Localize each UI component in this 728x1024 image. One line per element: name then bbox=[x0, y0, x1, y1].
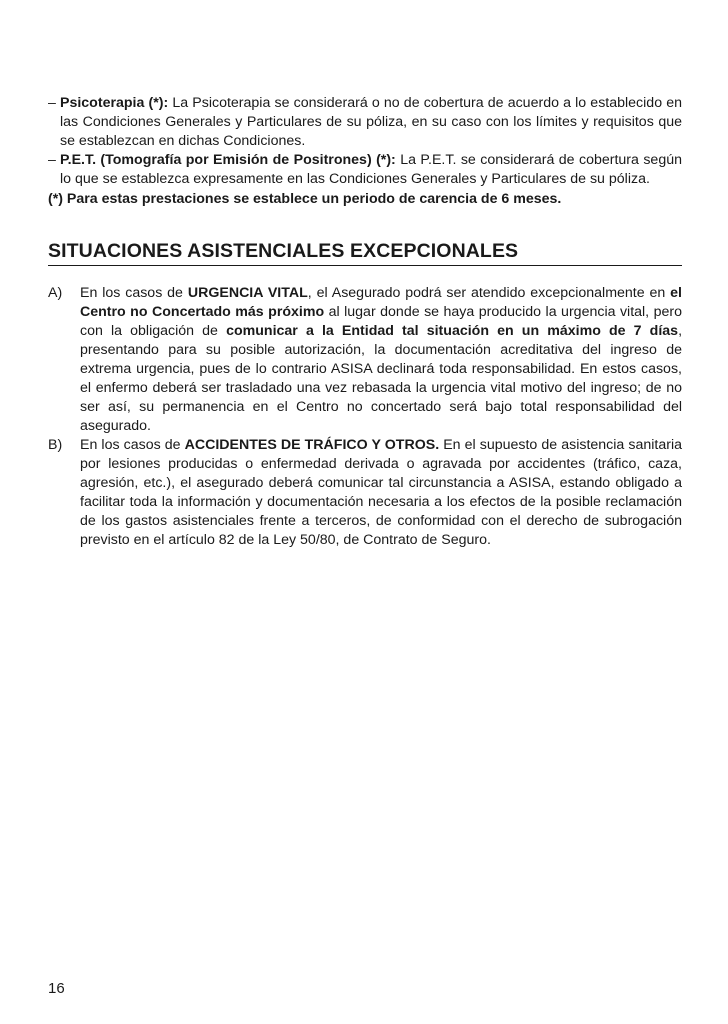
bullet-dash: – bbox=[48, 152, 56, 168]
page-number: 16 bbox=[48, 980, 65, 997]
bullet-label: P.E.T. (Tomografía por Emisión de Positrones) (*): bbox=[60, 152, 396, 168]
bullet-pet bbox=[48, 151, 682, 189]
document-page bbox=[48, 94, 682, 550]
item-bold: comunicar a la Entidad tal situación en un máximo de 7 días bbox=[226, 323, 679, 339]
item-urgencia-vital bbox=[48, 284, 682, 436]
item-text: , presentando para su posible autorización, la documentación acreditativa del ingreso de extrema urgencia, pues de lo contrario ASISA declinará toda responsabilidad. En estos casos, el enfermo deberá ser trasladado una vez rebasada la urgencia vital motivo del ingreso; de no ser así, su permanencia en el Centro no concertado será bajo total responsabilidad del asegurado. bbox=[80, 323, 683, 434]
bullet-label: Psicoterapia (*): bbox=[60, 95, 169, 111]
item-bold: ACCIDENTES DE TRÁFICO Y OTROS. bbox=[184, 437, 440, 453]
section-title: SITUACIONES ASISTENCIALES EXCEPCIONALES bbox=[48, 239, 682, 266]
bullet-dash: – bbox=[48, 95, 56, 111]
carencia-note: (*) Para estas prestaciones se establece un periodo de carencia de 6 meses. bbox=[48, 191, 562, 207]
item-text: En los casos de bbox=[80, 285, 188, 301]
bullet-text: La Psicoterapia se considerará o no de cobertura de acuerdo a lo establecido en las Condiciones Generales y Particulares de su póliza, en su caso con los límites y requisitos que se establezcan en dichas Condiciones. bbox=[60, 95, 682, 149]
item-text: En los casos de bbox=[80, 437, 185, 453]
item-letter: A) bbox=[48, 285, 63, 301]
item-letter: B) bbox=[48, 437, 63, 453]
bullet-text: La P.E.T. se considerará de cobertura según lo que se establezca expresamente en las Condiciones Generales y Particulares de su póliza. bbox=[60, 152, 682, 187]
item-text: En el supuesto de asistencia sanitaria por lesiones producidas o enfermedad derivada o agravada por accidentes (tráfico, caza, agresión, etc.), el asegurado deberá comunicar tal circunstancia a ASISA, estando obligado a facilitar toda la información y documentación necesaria a los efectos de la posible reclamación de los gastos asistenciales frente a terceros, de conformidad con el derecho de subrogación previsto en el artículo 82 de la Ley 50/80, de Contrato de Seguro. bbox=[80, 437, 682, 548]
item-bold: el Centro no Concertado más próximo bbox=[80, 285, 682, 320]
item-bold: URGENCIA VITAL bbox=[187, 285, 308, 301]
item-text: al lugar donde se haya producido la urgencia vital, pero con la obligación de bbox=[80, 304, 682, 339]
item-text: , el Asegurado podrá ser atendido excepcionalmente en bbox=[307, 285, 671, 301]
bullet-psicoterapia bbox=[48, 94, 682, 151]
item-accidentes bbox=[48, 436, 682, 550]
